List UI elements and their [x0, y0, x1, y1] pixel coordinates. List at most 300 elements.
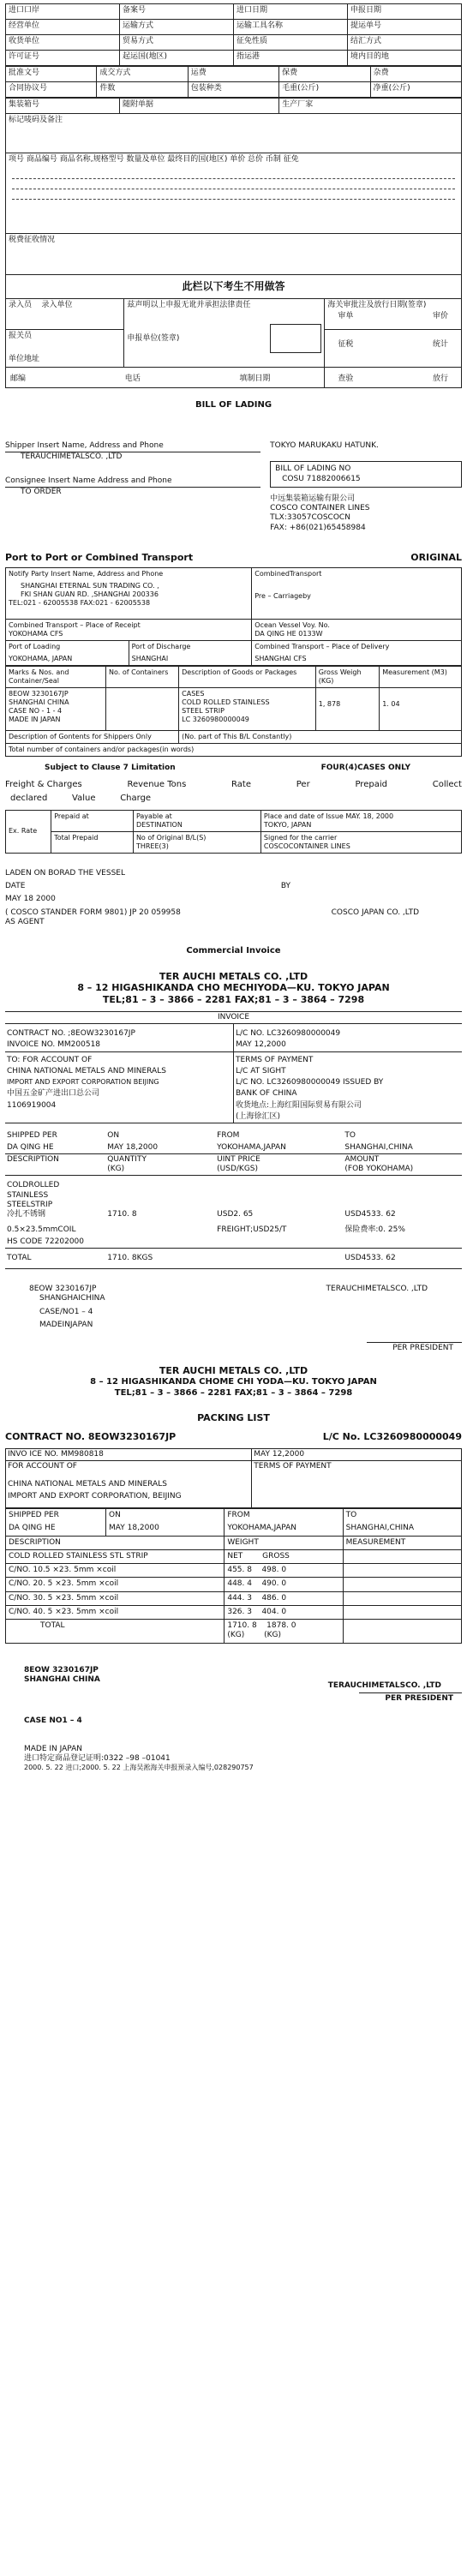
- combined-label: CombinedTransport: [254, 569, 322, 578]
- place-delivery-value: SHANGHAI CFS: [254, 654, 307, 662]
- tax-collection-field: 税费征收情况: [6, 234, 462, 275]
- to-value: SHANGHAI,CHINA: [344, 1142, 413, 1152]
- decl-field: 生产厂家: [279, 99, 462, 114]
- carrier-agent: COSCO JAPAN CO. ,LTD: [331, 908, 419, 917]
- port-discharge-label: Port of Discharge: [131, 642, 191, 650]
- as-agent: AS AGENT: [5, 917, 45, 926]
- place-receipt-cell: [6, 619, 252, 640]
- signed-label: Signed for the carrier: [263, 833, 338, 842]
- port-loading-value: YOKOHAMA, JAPAN: [9, 654, 73, 662]
- declared-col: Charge: [120, 794, 152, 804]
- decl-field: 集装箱号: [6, 99, 120, 114]
- place-issue-label: Place and date of Issue MAY. 18, 2000: [263, 812, 394, 820]
- bol-top-row: [5, 441, 462, 533]
- pl-mark-line: 8EOW 3230167JP: [24, 1665, 99, 1674]
- bl-number-box: [270, 461, 462, 488]
- pl-gross: GROSS: [262, 1551, 290, 1561]
- decl-field: 备案号: [120, 4, 234, 20]
- transport-title: Port to Port or Combined Transport: [5, 551, 194, 563]
- decl-field: 境内目的地: [348, 51, 462, 66]
- customs-declaration-form: [5, 3, 462, 388]
- from-label: FROM: [217, 1131, 240, 1141]
- place-issue-value: TOKYO, JAPAN: [263, 820, 312, 829]
- cargo-mark-line: SHANGHAI CHINA: [9, 698, 69, 706]
- pl-contract-row: [5, 1431, 462, 1443]
- cargo-containers-cell: [106, 687, 179, 730]
- seal-box: [270, 324, 321, 353]
- form-row: [5, 908, 462, 918]
- pl-row: [6, 1578, 462, 1591]
- pl-weight: WEIGHT: [225, 1536, 343, 1549]
- invoice-label: INVOICE: [5, 1011, 462, 1023]
- freight-row: [5, 780, 462, 791]
- pl-row-net: 448. 4: [227, 1579, 252, 1589]
- pl-row-weights: [225, 1564, 343, 1578]
- carrier-fax: FAX: +86(021)65458984: [270, 523, 366, 532]
- pl-vessel: DA QING HE: [6, 1522, 106, 1536]
- price-label: UINT PRICE: [217, 1154, 260, 1164]
- pl-tel-fax: TEL;81 – 3 – 3866 – 2281 FAX;81 – 3 – 3864 – 7298: [114, 1387, 353, 1398]
- no-original-value: THREE(3): [135, 842, 169, 850]
- place-issue-cell: [260, 810, 461, 831]
- declaration-header-table: [5, 3, 462, 66]
- goods-line: COLDROLLED: [7, 1181, 60, 1190]
- goods-divider: [12, 199, 455, 209]
- prepaid-at-label: Prepaid at: [51, 810, 134, 831]
- notify-line: TEL:021 - 62005538 FAX:021 - 62005538: [9, 598, 151, 607]
- pl-description: DESCRIPTION: [6, 1536, 225, 1549]
- pl-company-name: TER AUCHI METALS CO. ,LTD: [159, 1365, 308, 1377]
- laden-date: MAY 18 2000: [5, 895, 56, 904]
- pl-total-label: TOTAL: [6, 1620, 225, 1644]
- goods-cell: [5, 1176, 105, 1221]
- signed-cell: [260, 831, 461, 853]
- pl-buyer-line: CHINA NATIONAL METALS AND MINERALS: [6, 1479, 252, 1490]
- pl-row-gross: 490. 0: [261, 1579, 287, 1589]
- pl-row-weights: [225, 1605, 343, 1619]
- cargo-goods-line: COLD ROLLED STAINLESS: [182, 698, 270, 706]
- notify-label: Notify Party Insert Name, Address and Phone: [9, 569, 164, 578]
- lc-sight: L/C AT SIGHT: [236, 1066, 286, 1075]
- pl-row-desc: C/NO. 40. 5 ×23. 5mm ×coil: [6, 1605, 225, 1619]
- pl-row-weights: [225, 1578, 343, 1591]
- notify-line: SHANGHAI ETERNAL SUN TRADING CO. ,: [21, 581, 159, 590]
- goods-list-cell: [6, 153, 462, 234]
- pl-goods: COLD ROLLED STAINLESS STL STRIP: [6, 1549, 225, 1563]
- price-header: [215, 1153, 343, 1176]
- decl-field: 征免性质: [234, 35, 348, 51]
- pl-reg-no: 进口特定商品登记证明:0322 –98 –01041: [24, 1754, 171, 1763]
- invoice-title: Commercial Invoice: [186, 946, 281, 956]
- transport-title-row: [5, 552, 462, 564]
- total-blank: [215, 1248, 343, 1268]
- buyer-line: IMPORT AND EXPORT CORPORATION BEIJING: [5, 1077, 234, 1088]
- pl-total-net: 1710. 8: [227, 1621, 257, 1630]
- decl-field: 提运单号: [348, 20, 462, 35]
- pl-from: FROM: [225, 1509, 343, 1523]
- price-unit: (USD/KGS): [217, 1165, 259, 1173]
- laden-title: LADEN ON BORAD THE VESSEL: [5, 868, 125, 878]
- declared-row: [5, 794, 462, 805]
- decl-field: 起运国(地区): [120, 51, 234, 66]
- mark-line: CASE/NO1 – 4: [39, 1307, 93, 1316]
- pl-blank: [343, 1549, 461, 1563]
- consignee-label: Consignee Insert Name Address and Phone: [5, 476, 260, 488]
- payable-at-cell: [133, 810, 260, 831]
- invoice-header-table: [5, 1011, 462, 1124]
- declarant-sign-label: 申报单位(签章): [127, 333, 180, 343]
- cargo-mark-line: 8EOW 3230167JP: [9, 689, 69, 698]
- gross-weight-value: [315, 687, 379, 730]
- decl-field: 运费: [188, 67, 278, 82]
- declarant-cell: [6, 330, 124, 368]
- pl-blank: [343, 1605, 461, 1619]
- decl-field: 杂费: [370, 67, 461, 82]
- pl-kg: (KG): [227, 1631, 245, 1640]
- decl-field: 运输工具名称: [234, 20, 348, 35]
- phone-label: 电话: [124, 374, 141, 383]
- cargo-header: Measurement (M3): [380, 666, 462, 687]
- payable-at-label: Payable at: [135, 812, 172, 820]
- original-stamp: ORIGINAL: [410, 551, 462, 563]
- total-amount: USD4533. 62: [343, 1248, 462, 1268]
- freight-col: Prepaid: [355, 779, 387, 789]
- pl-total-gross: 1878. 0: [266, 1621, 296, 1630]
- total-packages-label: Total number of containers and/or packages(in words): [6, 743, 462, 756]
- not-part: (No. part of This B/L Constantly): [179, 730, 462, 743]
- pl-to: TO: [343, 1509, 461, 1523]
- cargo-header: Marks & Nos. and Container/Seal: [6, 666, 106, 687]
- bol-parties: [5, 441, 260, 497]
- invoice-date: MAY 12,2000: [236, 1040, 286, 1050]
- price-value: USD2. 65: [215, 1176, 343, 1221]
- decl-field: 经营单位: [6, 20, 120, 35]
- lc-issued: L/C NO. LC3260980000049 ISSUED BY: [236, 1078, 384, 1087]
- mark-line: 8EOW 3230167JP: [29, 1285, 97, 1293]
- insurance: 保险费率:0. 25%: [344, 1225, 405, 1235]
- signed-value: COSCOCONTAINER LINES: [263, 842, 350, 850]
- commercial-invoice: [5, 946, 462, 1353]
- notify-line: FKI SHAN GUAN RD. ,SHANGHAI 200336: [21, 590, 159, 598]
- pl-row-desc: C/NO. 20. 5 ×23. 5mm ×coil: [6, 1578, 225, 1591]
- goods-divider: [12, 189, 455, 199]
- company-address: 8 – 12 HIGASHIKANDA CHO MECHIYODA—KU. TOKYO JAPAN: [77, 982, 390, 994]
- statement-cell: [124, 299, 325, 368]
- invoice-shipping-table: [5, 1130, 462, 1268]
- bank-cn-2: (上海徐汇区): [236, 1111, 281, 1121]
- pl-row-desc: C/NO. 10.5 ×23. 5mm ×coil: [6, 1564, 225, 1578]
- pl-row-net: 326. 3: [227, 1607, 252, 1616]
- carrier-tlx: TLX:33057COSCOCN: [270, 513, 350, 523]
- audit-label: 审价: [432, 312, 448, 321]
- to-label: TO: [344, 1131, 356, 1141]
- carrier-en: COSCO CONTAINER LINES: [270, 504, 370, 512]
- cargo-header: Gross Weigh (KG): [315, 666, 379, 687]
- declaration-cost-table: [5, 66, 462, 98]
- amount-value: USD4533. 62: [343, 1176, 462, 1221]
- laden-date-row: [5, 882, 462, 891]
- laden-by-label: BY: [280, 882, 290, 890]
- form-no: ( COSCO STANDER FORM 9801) JP 20 059958: [5, 908, 181, 917]
- bol-cargo-table: [5, 666, 462, 757]
- bank-cn: 收货地点:上海红阳国际贸易有限公司: [236, 1100, 362, 1110]
- pre-carriage: Pre – Carriageby: [254, 591, 311, 600]
- levy-label: 征税: [338, 340, 354, 349]
- pl-header-table: [5, 1448, 462, 1509]
- cargo-goods-line: LC 3260980000049: [182, 715, 249, 723]
- per-president: PER PRESIDENT: [367, 1342, 462, 1353]
- place-delivery-label: Combined Transport – Place of Delivery: [254, 642, 390, 650]
- pl-row: [6, 1591, 462, 1605]
- shipper-value: TERAUCHIMETALSCO. ,LTD: [21, 452, 123, 462]
- payable-at-value: DESTINATION: [135, 820, 183, 829]
- cargo-header: No. of Containers: [106, 666, 179, 687]
- statistics-label: 统计: [432, 340, 448, 349]
- place-receipt-label: Combined Transport – Place of Receipt: [9, 620, 141, 629]
- pl-invoice-no: INVO ICE NO. MM980818: [6, 1448, 252, 1460]
- decl-field: 毛重(公斤): [279, 82, 370, 98]
- decl-field: 批准文号: [6, 67, 97, 82]
- quantity-label: QUANTITY: [107, 1154, 147, 1164]
- pl-row: [6, 1605, 462, 1619]
- clause-value: FOUR(4)CASES ONLY: [320, 763, 410, 772]
- pl-ship-date: MAY 18,2000: [106, 1522, 225, 1536]
- decl-field: 指运港: [234, 51, 348, 66]
- pl-blank: [343, 1591, 461, 1605]
- bol-payment-table: [5, 810, 462, 854]
- vessel-value: DA QING HE: [7, 1142, 54, 1152]
- pl-blank: [252, 1479, 462, 1490]
- pl-to-value: SHANGHAI,CHINA: [343, 1522, 461, 1536]
- qty-value: 1710. 8: [105, 1176, 215, 1221]
- declared-col: declared: [10, 794, 48, 804]
- bl-no-value: COSU 71882006615: [282, 474, 361, 483]
- pl-blank: [343, 1578, 461, 1591]
- invoice-signer: TERAUCHIMETALSCO. ,LTD: [326, 1285, 428, 1293]
- amount-header: [343, 1153, 462, 1176]
- place-receipt-value: YOKOHAMA CFS: [9, 629, 63, 638]
- approval-cell: [325, 299, 462, 330]
- vessel-owner: TOKYO MARUKAKU HATUNK.: [270, 441, 379, 450]
- buyer-code: 1106919004: [5, 1100, 234, 1111]
- office-use-title: 此栏以下考生不用做答: [5, 275, 462, 298]
- declared-col: Value: [72, 794, 96, 804]
- decl-field: 进口口岸: [6, 4, 120, 20]
- ocean-vessel-cell: [252, 619, 462, 640]
- ocean-vessel-label: Ocean Vessel Voy. No.: [254, 620, 330, 629]
- freight-col: Rate: [231, 779, 251, 789]
- decl-field: 申报日期: [348, 4, 462, 20]
- pl-on: ON: [106, 1509, 225, 1523]
- on-label: ON: [107, 1131, 120, 1141]
- contract-no: CONTRACT NO. ;8EOW3230167JP: [5, 1024, 234, 1040]
- pl-row-net: 444. 3: [227, 1593, 252, 1603]
- shipper-label: Shipper Insert Name, Address and Phone: [5, 441, 260, 452]
- pl-net: NET: [227, 1551, 243, 1561]
- company-tel-fax: TEL;81 – 3 – 3866 – 2281 FAX;81 – 3 – 3864 – 7298: [102, 994, 365, 1005]
- clause-label: Subject to Clause 7 Limitation: [45, 763, 176, 772]
- quantity-unit: (KG): [107, 1165, 125, 1173]
- freight-col: Freight & Charges: [5, 779, 82, 789]
- ship-date-value: MAY 18,2000: [107, 1142, 159, 1152]
- decl-field: 运输方式: [120, 20, 234, 35]
- desc-contents: Description of Gontents for Shippers Only: [6, 730, 179, 743]
- pl-case-no: CASE NO1 – 4: [24, 1716, 82, 1725]
- decl-field: 保费: [279, 67, 370, 82]
- ocean-vessel-value: DA QING HE 0133W: [254, 629, 323, 638]
- goods-divider: [12, 178, 455, 189]
- terms-payment: TERMS OF PAYMENT: [234, 1051, 463, 1066]
- ex-rate-label: Ex. Rate: [6, 810, 51, 853]
- combined-transport-cell: [252, 567, 462, 619]
- laden-date-label: DATE: [5, 882, 26, 890]
- levy-cell: [325, 330, 462, 368]
- bank: BANK OF CHINA: [236, 1089, 297, 1099]
- amount-label: AMOUNT: [344, 1154, 380, 1164]
- mark-line: MADEINJAPAN: [39, 1320, 93, 1329]
- pl-row-gross: 404. 0: [261, 1607, 287, 1616]
- pl-row-weights: [225, 1591, 343, 1605]
- release-label: 放行: [432, 374, 448, 383]
- gross-weight: 1, 878: [318, 699, 341, 708]
- pl-row-net: 455. 8: [227, 1566, 252, 1574]
- declarant-label: 报关员: [9, 332, 33, 340]
- entry-person-label: 录入员: [9, 301, 33, 309]
- pl-blank: [343, 1564, 461, 1578]
- measurement: 1. 04: [382, 699, 400, 708]
- contact-cell: [6, 367, 325, 387]
- place-delivery-cell: [252, 640, 462, 665]
- pl-terms: TERMS OF PAYMENT: [254, 1461, 332, 1471]
- decl-field: 件数: [97, 82, 188, 98]
- pl-title: PACKING LIST: [197, 1412, 270, 1423]
- inspection-label: 查验: [338, 374, 354, 383]
- decl-field: 随附单据: [120, 99, 279, 114]
- notify-party-cell: [6, 567, 252, 619]
- bol-transport-table: [5, 567, 462, 666]
- buyer-cn: 中国五金矿产进出口总公司: [5, 1088, 234, 1099]
- decl-field: 成交方式: [97, 67, 188, 82]
- mark-line: SHANGHAICHINA: [39, 1294, 105, 1303]
- president-row: [5, 1342, 462, 1353]
- unit-address-label: 单位地址: [9, 355, 40, 364]
- decl-field: 进口日期: [234, 4, 348, 20]
- carrier-cn: 中远集装箱运输有限公司: [270, 494, 356, 503]
- cargo-header: Description of Goods or Packages: [179, 666, 316, 687]
- pl-row-desc: C/NO. 30. 5 ×23. 5mm ×coil: [6, 1591, 225, 1605]
- pl-row-gross: 486. 0: [261, 1593, 287, 1603]
- decl-field: 合同协议号: [6, 82, 97, 98]
- consignee-value: TO ORDER: [21, 487, 62, 496]
- cargo-mark-line: CASE NO - 1 - 4: [9, 706, 63, 715]
- pl-buyer-line: IMPORT AND EXPORT CORPORATION, BEIJING: [6, 1491, 252, 1508]
- packing-list: [5, 1365, 462, 1772]
- port-loading-cell: [6, 640, 129, 665]
- marks-remarks-field: 标记唛码及备注: [6, 114, 462, 153]
- approval-label: 海关审批注及放行日期(签章): [327, 301, 427, 309]
- pl-shipped-per: SHIPPED PER: [6, 1509, 106, 1523]
- office-use-table: [5, 298, 462, 388]
- port-discharge-cell: [129, 640, 252, 665]
- decl-field: 收货单位: [6, 35, 120, 51]
- bl-no-label: BILL OF LADING NO: [275, 464, 351, 474]
- goods-line: STAINLESS: [7, 1190, 49, 1200]
- cargo-goods-line: CASES: [182, 689, 205, 698]
- lc-no: L/C NO. LC3260980000049: [236, 1029, 341, 1038]
- cargo-marks-cell: [6, 687, 106, 730]
- decl-field: 结汇方式: [348, 35, 462, 51]
- pl-row-gross: 498. 0: [261, 1566, 287, 1574]
- bol-carrier-block: [270, 441, 462, 533]
- invoice-no: INVOICE NO. MM200518: [5, 1039, 234, 1051]
- amount-basis: (FOB YOKOHAMA): [344, 1165, 414, 1173]
- pl-blank: [252, 1491, 462, 1508]
- fill-date-label: 填制日期: [239, 374, 271, 383]
- pl-invoice-date: MAY 12,2000: [252, 1448, 462, 1460]
- description-header: DESCRIPTION: [5, 1153, 105, 1176]
- no-original-cell: [133, 831, 260, 853]
- entry-cell: [6, 299, 124, 330]
- bill-of-lading: [5, 400, 462, 928]
- inspection-cell: [325, 367, 462, 387]
- statement-text: 兹声明以上申报无讹并承担法律责任: [127, 301, 251, 309]
- goods-line: STEELSTRIP: [7, 1200, 53, 1209]
- invoice-marks: [29, 1285, 105, 1330]
- pl-goods-table: [5, 1508, 462, 1644]
- pl-company-address: 8 – 12 HIGASHIKANDA CHOME CHI YODA—KU. TOKYO JAPAN: [90, 1377, 377, 1387]
- no-original-label: No of Original B/L(S): [135, 833, 207, 842]
- pl-net-gross-header: [225, 1549, 343, 1563]
- invoice-marks-row: [5, 1285, 462, 1330]
- postcode-label: 邮编: [10, 374, 27, 383]
- quantity-header: [105, 1153, 215, 1176]
- review-label: 审单: [338, 312, 354, 321]
- cargo-goods-cell: [179, 687, 316, 730]
- decl-field: 包装种类: [188, 82, 278, 98]
- pl-blank: [343, 1620, 461, 1644]
- freight-col: Per: [296, 779, 310, 789]
- measurement-value: [380, 687, 462, 730]
- pl-from-value: YOKOHAMA,JAPAN: [225, 1522, 343, 1536]
- decl-field: 许可证号: [6, 51, 120, 66]
- goods-cn: 冷扎不锈钢: [7, 1210, 46, 1219]
- pl-total-weights: [225, 1620, 343, 1644]
- pl-for-account: FOR ACCOUNT OF: [6, 1460, 252, 1479]
- blank-cell: [5, 1111, 234, 1123]
- total-label: TOTAL: [5, 1248, 105, 1268]
- pl-contract-no: CONTRACT NO. 8EOW3230167JP: [5, 1430, 177, 1442]
- size-note: 0.5×23.5mmCOIL: [7, 1225, 76, 1235]
- total-qty: 1710. 8KGS: [105, 1248, 215, 1268]
- cargo-goods-line: STEEL STRIP: [182, 706, 225, 715]
- pl-lc-no: L/C No. LC3260980000049: [322, 1430, 462, 1442]
- company-name: TER AUCHI METALS CO. ,LTD: [159, 970, 308, 982]
- shipped-per-label: SHIPPED PER: [7, 1131, 57, 1141]
- declaration-container-table: [5, 98, 462, 275]
- hs-code: HS CODE 72202000: [7, 1237, 84, 1246]
- port-discharge-value: SHANGHAI: [131, 654, 169, 662]
- freight-col: Collect: [432, 779, 462, 789]
- from-value: YOKOHAMA,JAPAN: [217, 1142, 286, 1152]
- total-prepaid-label: Total Prepaid: [51, 831, 134, 853]
- pl-mark-line: SHANGHAI CHINA: [24, 1674, 100, 1684]
- buyer-line: CHINA NATIONAL METALS AND MINERALS: [5, 1066, 234, 1077]
- freight-col: Revenue Tons: [127, 779, 187, 789]
- cargo-mark-line: MADE IN JAPAN: [9, 715, 61, 723]
- pl-made-in: MADE IN JAPAN: [24, 1744, 83, 1753]
- bol-title: BILL OF LADING: [195, 399, 272, 410]
- pl-reg-date: 2000. 5. 22 进口;2000. 5. 22 上海吴淞海关申报预录入编号,028290757: [24, 1764, 254, 1772]
